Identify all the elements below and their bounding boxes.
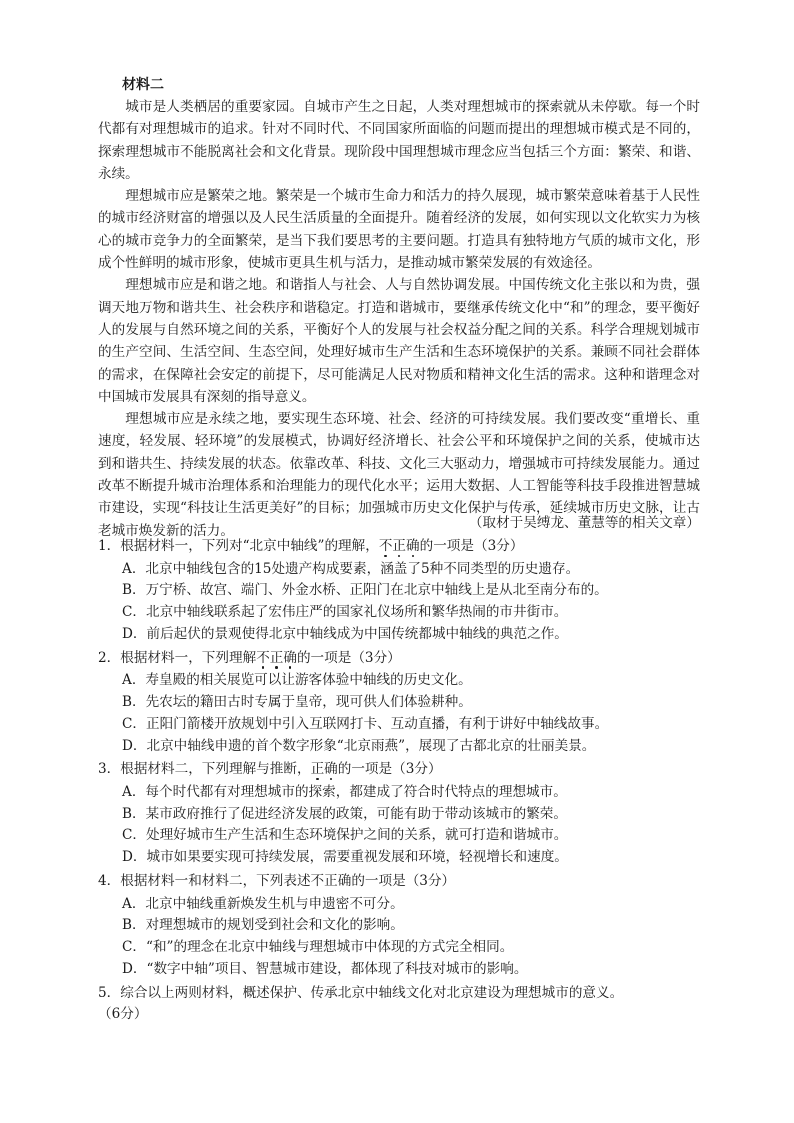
question-4 xyxy=(98,871,700,981)
option-c: C．北京中轴线联系起了宏伟庄严的国家礼仪场所和繁华热闹的市井街市。 xyxy=(122,604,568,621)
emphasized-word xyxy=(379,538,420,554)
question-3 xyxy=(98,759,700,869)
option-b: B．对理想城市的规划受到社会和文化的影响。 xyxy=(122,917,404,934)
option-a: A．北京中轴线重新焕发生机与申遗密不可分。 xyxy=(122,895,404,912)
material-heading: 材料二 xyxy=(122,77,164,93)
question-list xyxy=(98,536,700,1026)
question-text: 1．根据材料一，下列对“北京中轴线”的理解， xyxy=(98,538,379,554)
option-list xyxy=(98,894,700,981)
emphasis-dot-char: 正 xyxy=(310,761,325,778)
option-d: D．“数字中轴”项目、智慧城市建设，都体现了科技对城市的影响。 xyxy=(122,960,528,977)
option-d: D．城市如果要实现可持续发展，需要重视发展和环境，轻视增长和速度。 xyxy=(122,849,568,866)
option-c: C．“和”的理念在北京中轴线与理想城市中体现的方式完全相同。 xyxy=(122,939,514,956)
question-stem xyxy=(98,871,700,893)
option-a: A．北京中轴线包含的15处遗产构成要素，涵盖了5种不同类型的历史遗存。 xyxy=(122,560,580,577)
question-stem xyxy=(98,536,700,558)
question-stem xyxy=(98,983,700,1005)
emphasis-dot-char: 确 xyxy=(283,649,297,666)
question-text: 2．根据材料一，下列理解 xyxy=(98,649,257,666)
passage-paragraph: 城市是人类栖居的重要家园。自城市产生之日起，人类对理想城市的探索就从未停歇。每一个时代都有对理想城市的追求。针对不同时代、不同国家所面临的问题而提出的理想城市模式是不同的，探索理想城市不能脱离社会和文化背景。现阶段中国理想城市理念应当包括三个方面：繁荣、和谐、永续。 xyxy=(98,99,700,182)
option-a: A．每个时代都有对理想城市的探索，都建成了符合时代特点的理想城市。 xyxy=(122,783,567,800)
option-d: D．北京中轴线申遗的首个数字形象“北京雨燕”，展现了古都北京的壮丽美景。 xyxy=(122,737,596,754)
option-c: C．正阳门箭楼开放规划中引入互联网打卡、互动直播，有利于讲好中轴线故事。 xyxy=(122,715,609,732)
passage-paragraph: 理想城市应是和谐之地。和谐指人与社会、人与自然协调发展。中国传统文化主张以和为贵，强调天地万物和谐共生、社会秩序和谐稳定。打造和谐城市，要继承传统文化中“和”的理念，要平衡好人的发展与自然环境之间的关系，平衡好个人的发展与社会权益分配之间的关系。科学合理规划城市的生产空间、生活空间、生态空间，处理好城市生产生活和生态环境保护的关系。兼顾不同社会群体的需求，在保障社会安定的前提下，尽可能满足人民对物质和精神文化生活的需求。这种和谐理念对中国城市发展具有深刻的指导意义。 xyxy=(98,277,700,405)
passage-paragraph: 理想城市应是繁荣之地。繁荣是一个城市生命力和活力的持久展现，城市繁荣意味着基于人民性的城市经济财富的增强以及人民生活质量的全面提升。随着经济的发展，如何实现以文化软实力为核心的城市竞争力的全面繁荣，是当下我们要思考的主要问题。打造具有独特地方气质的城市文化，形成个性鲜明的城市形象，使城市更具生机与活力，是推动城市繁荣发展的有效途径。 xyxy=(98,188,700,272)
emphasized-word xyxy=(311,761,338,777)
question-5 xyxy=(98,983,700,1026)
question-text: 的一项是（3分） xyxy=(296,649,401,666)
emphasis-dot-char: 不 xyxy=(378,538,393,554)
question-text: 的一项是（3分） xyxy=(337,761,442,778)
option-b: B．万宁桥、故宫、端门、外金水桥、正阳门在北京中轴线上是从北至南分布的。 xyxy=(122,582,608,599)
emphasis-dot-char: 正 xyxy=(392,538,407,554)
emphasis-dot-char: 确 xyxy=(324,761,338,778)
material-passage xyxy=(98,96,700,542)
question-text: 4．根据材料一和材料二，下列表述不正确的一项是（3分） xyxy=(98,873,456,890)
question-text: 3．根据材料二，下列理解与推断， xyxy=(98,761,311,778)
option-c: C．处理好城市生产生活和生态环境保护之间的关系，就可打造和谐城市。 xyxy=(122,827,568,844)
question-1 xyxy=(98,536,700,646)
option-list xyxy=(98,559,700,646)
question-2 xyxy=(98,648,700,758)
emphasized-word xyxy=(256,650,297,666)
question-stem xyxy=(98,759,700,781)
question-text: 的一项是（3分） xyxy=(419,538,524,554)
question-stem xyxy=(98,648,700,670)
option-b: B．先农坛的籍田古时专属于皇帝，现可供人们体验耕种。 xyxy=(122,693,472,710)
material-source: （取材于吴缚龙、董慧等的相关文章） xyxy=(468,515,700,531)
option-list xyxy=(98,670,700,757)
passage-paragraph: 理想城市应是永续之地，要实现生态环境、社会、经济的可持续发展。我们要改变“重增长、重速度，轻发展、轻环境”的发展模式，协调好经济增长、社会公平和环境保护之间的关系，使城市达到和谐共生、持续发展的状态。依靠改革、科技、文化三大驱动力，增强城市可持续发展能力。通过改革不断提升城市治理体系和治理能力的现代化水平；运用大数据、人工智能等科技手段推进智慧城市建设，实现“科技让生活更美好”的目标；加强城市历史文化保护与传承，延续城市历史文脉，让古老城市焕发新的活力。 xyxy=(98,411,700,539)
emphasis-dot-char: 正 xyxy=(269,649,284,666)
option-b: B．某市政府推行了促进经济发展的政策，可能有助于带动该城市的繁荣。 xyxy=(122,805,567,822)
option-a: A．寿皇殿的相关展览可以让游客体验中轴线的历史文化。 xyxy=(122,672,472,689)
emphasis-dot-char: 确 xyxy=(406,538,420,554)
option-list xyxy=(98,782,700,869)
question-score: （6分） xyxy=(98,1006,148,1023)
emphasis-dot-char: 不 xyxy=(256,649,270,666)
option-d: D．前后起伏的景观使得北京中轴线成为中国传统都城中轴线的典范之作。 xyxy=(122,625,568,642)
question-text: 5．综合以上两则材料，概述保护、传承北京中轴线文化对北京建设为理想城市的意义。 xyxy=(98,984,624,1001)
